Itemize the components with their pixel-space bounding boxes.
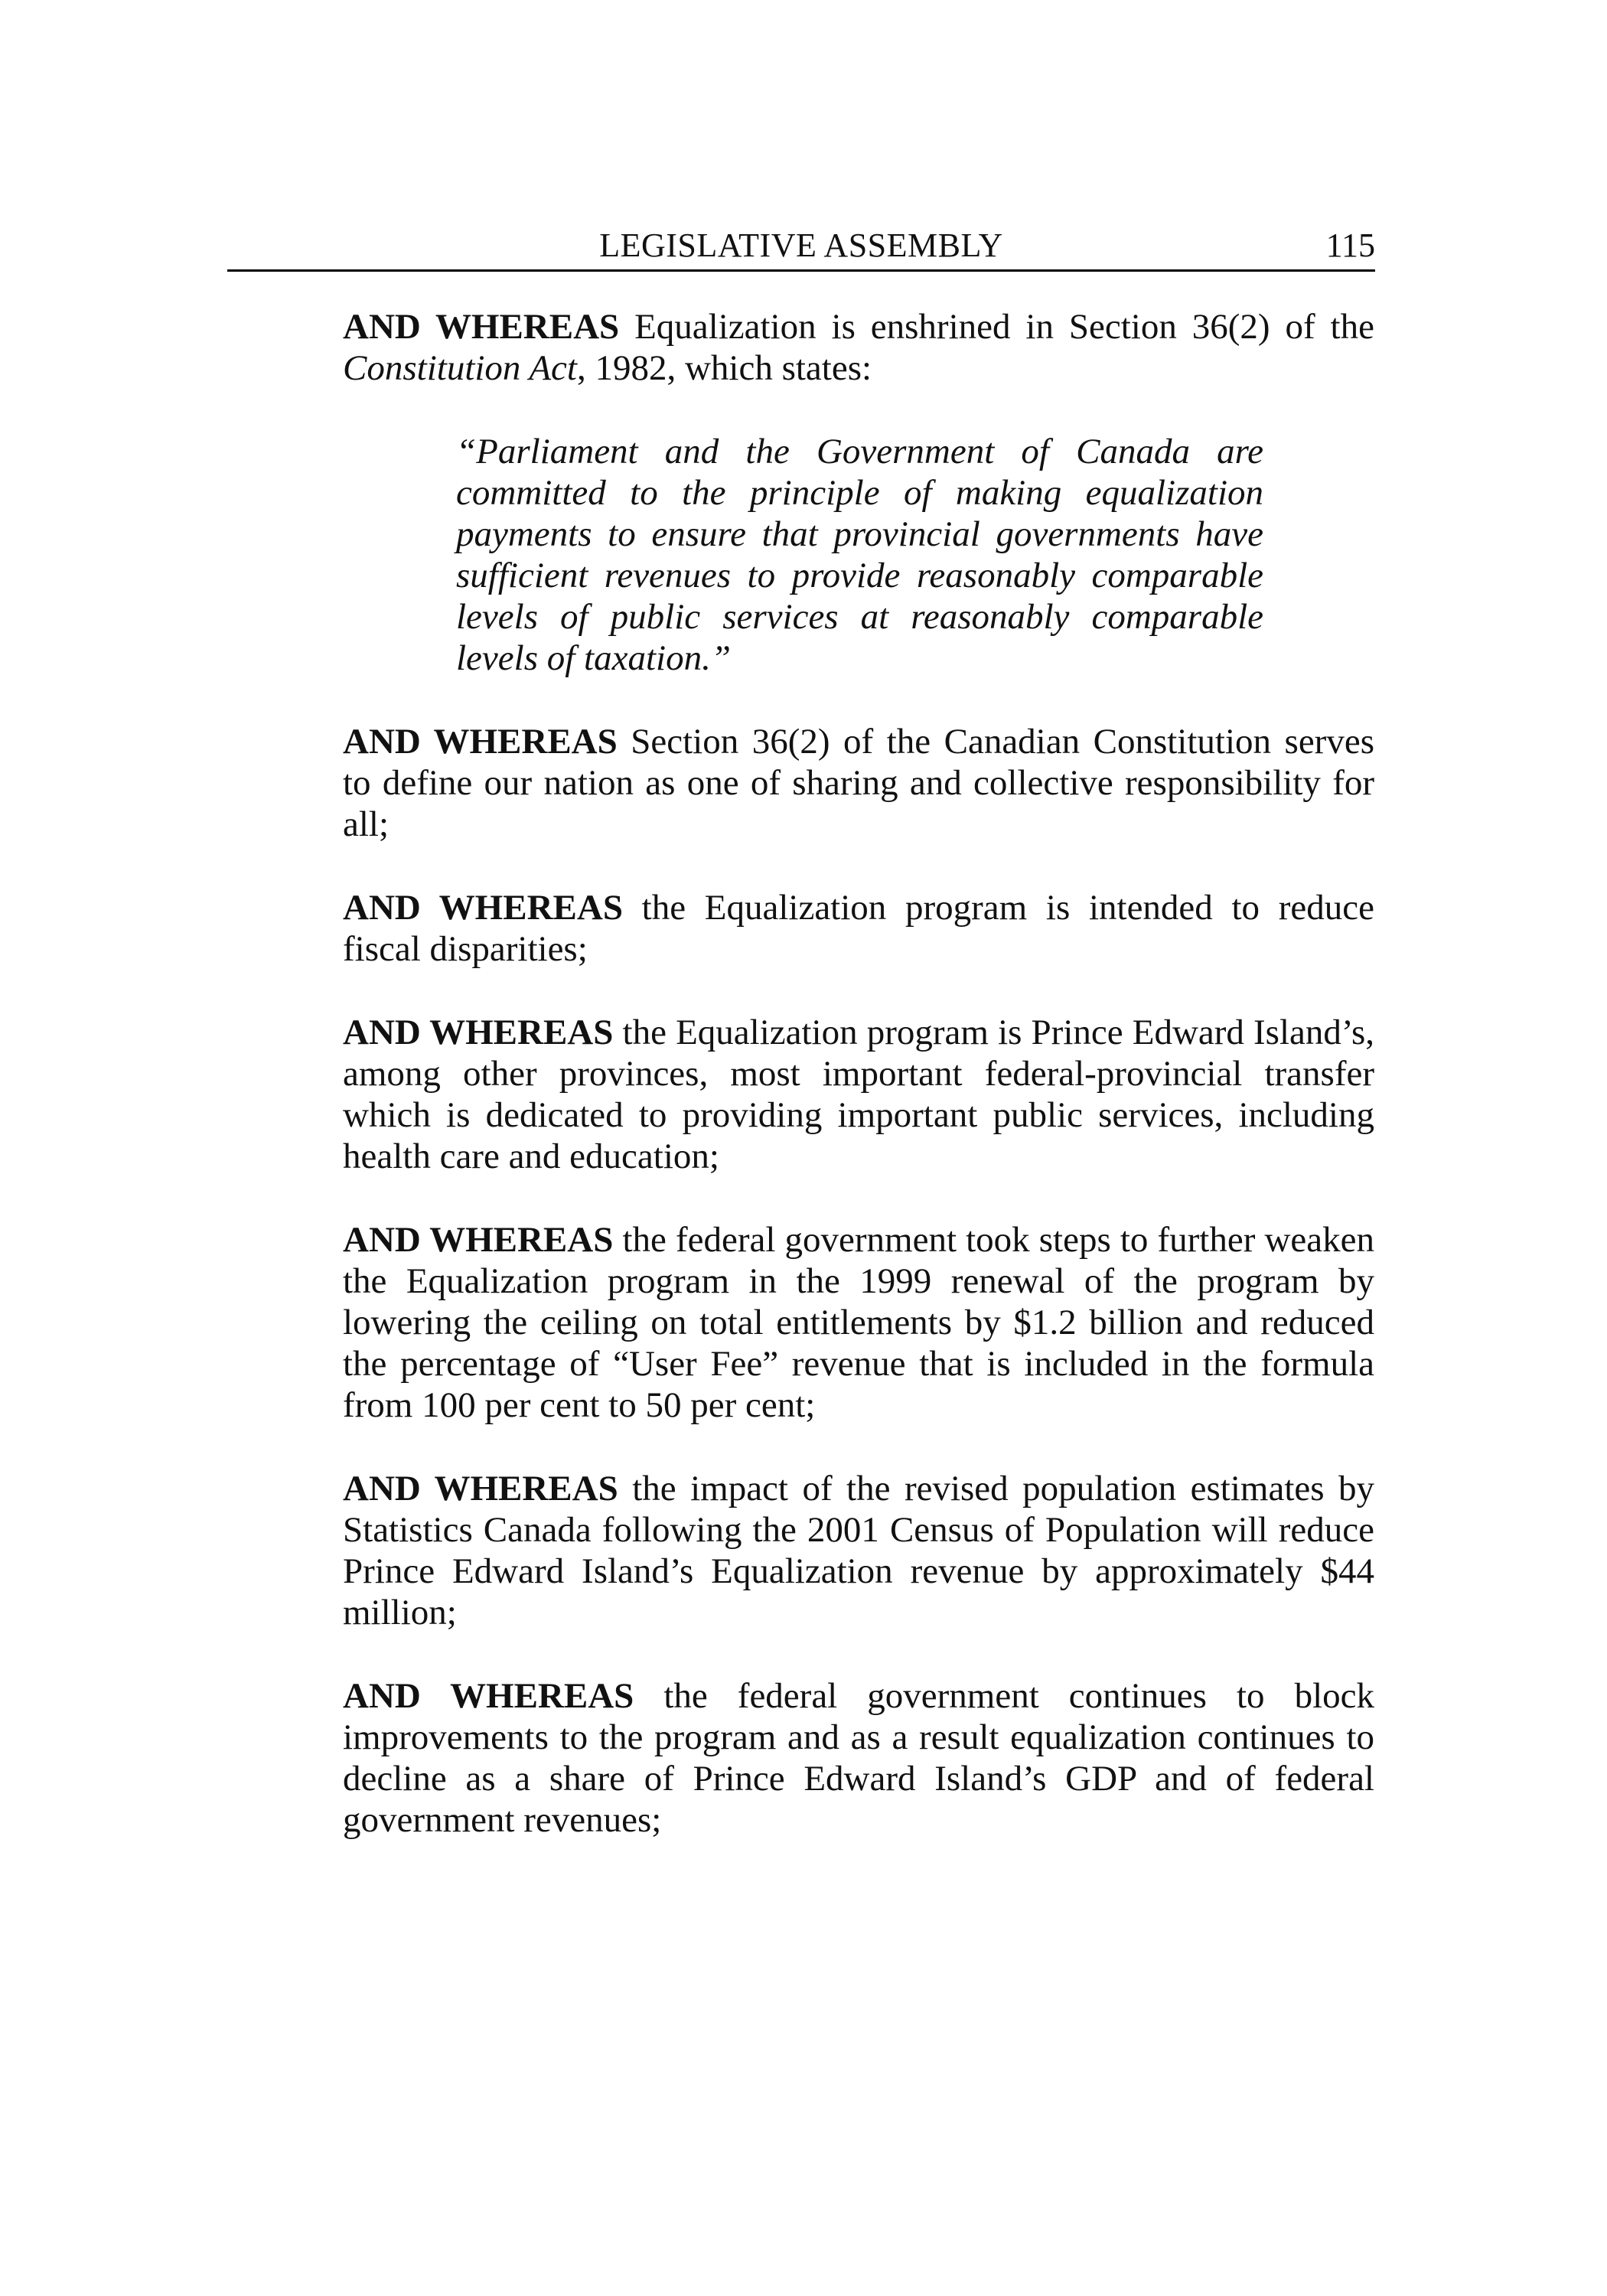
- paragraph-text: the federal government took steps to further weaken the Equalization program in the 1999 renewal of the program by lowering the ceiling on total entitlements by $1.2 billion and reduced the percentage of “User Fee” revenue that is included in the formula from 100 per cent to 50 per cent;: [343, 1220, 1374, 1425]
- paragraph-lead: AND WHEREAS: [343, 888, 623, 928]
- paragraph-text: Section 36(2) of the Canadian Constitution serves to define our nation as one of sharing and collective responsibility for all;: [343, 722, 1374, 844]
- constitution-quote: “Parliament and the Government of Canada are committed to the principle of making equalization payments to ensure that provincial governments have sufficient revenues to provide reasonably comparable levels of public services at reasonably comparable levels of taxation.”: [456, 432, 1263, 678]
- paragraph-text: the impact of the revised population estimates by Statistics Canada following the 2001 Census of Population will reduce Prince Edward Island’s Equalization revenue by approximately $44 million;: [343, 1469, 1374, 1632]
- paragraph-text: , 1982, which states:: [576, 348, 872, 388]
- whereas-paragraph-6: [343, 1468, 1374, 1633]
- paragraph-lead: AND WHEREAS: [343, 1013, 614, 1052]
- document-body: [343, 306, 1374, 1883]
- paragraph-text: the Equalization program is Prince Edward Island’s, among other provinces, most important federal-provincial transfer which is dedicated to providing important public services, including health care and education;: [343, 1013, 1374, 1176]
- whereas-paragraph-1: [343, 306, 1374, 389]
- paragraph-lead: AND WHEREAS: [343, 307, 620, 347]
- paragraph-lead: AND WHEREAS: [343, 1220, 614, 1260]
- paragraph-lead: AND WHEREAS: [343, 1676, 634, 1716]
- paragraph-text: the federal government continues to block improvements to the program and as a result equalization continues to decline as a share of Prince Edward Island’s GDP and of federal government revenues;: [343, 1676, 1374, 1840]
- whereas-paragraph-7: [343, 1675, 1374, 1841]
- paragraph-lead: AND WHEREAS: [343, 1469, 618, 1508]
- page-number: 115: [1325, 227, 1375, 264]
- running-header: [227, 223, 1375, 272]
- whereas-paragraph-3: [343, 887, 1374, 970]
- whereas-paragraph-4: [343, 1012, 1374, 1177]
- act-name: Constitution Act: [343, 348, 577, 388]
- paragraph-text: Equalization is enshrined in Section 36(2) of the: [619, 307, 1374, 347]
- paragraph-lead: AND WHEREAS: [343, 722, 618, 762]
- whereas-paragraph-2: [343, 721, 1374, 845]
- paragraph-text: the Equalization program is intended to reduce fiscal disparities;: [343, 888, 1374, 969]
- header-title: LEGISLATIVE ASSEMBLY: [599, 227, 1003, 264]
- whereas-paragraph-5: [343, 1219, 1374, 1426]
